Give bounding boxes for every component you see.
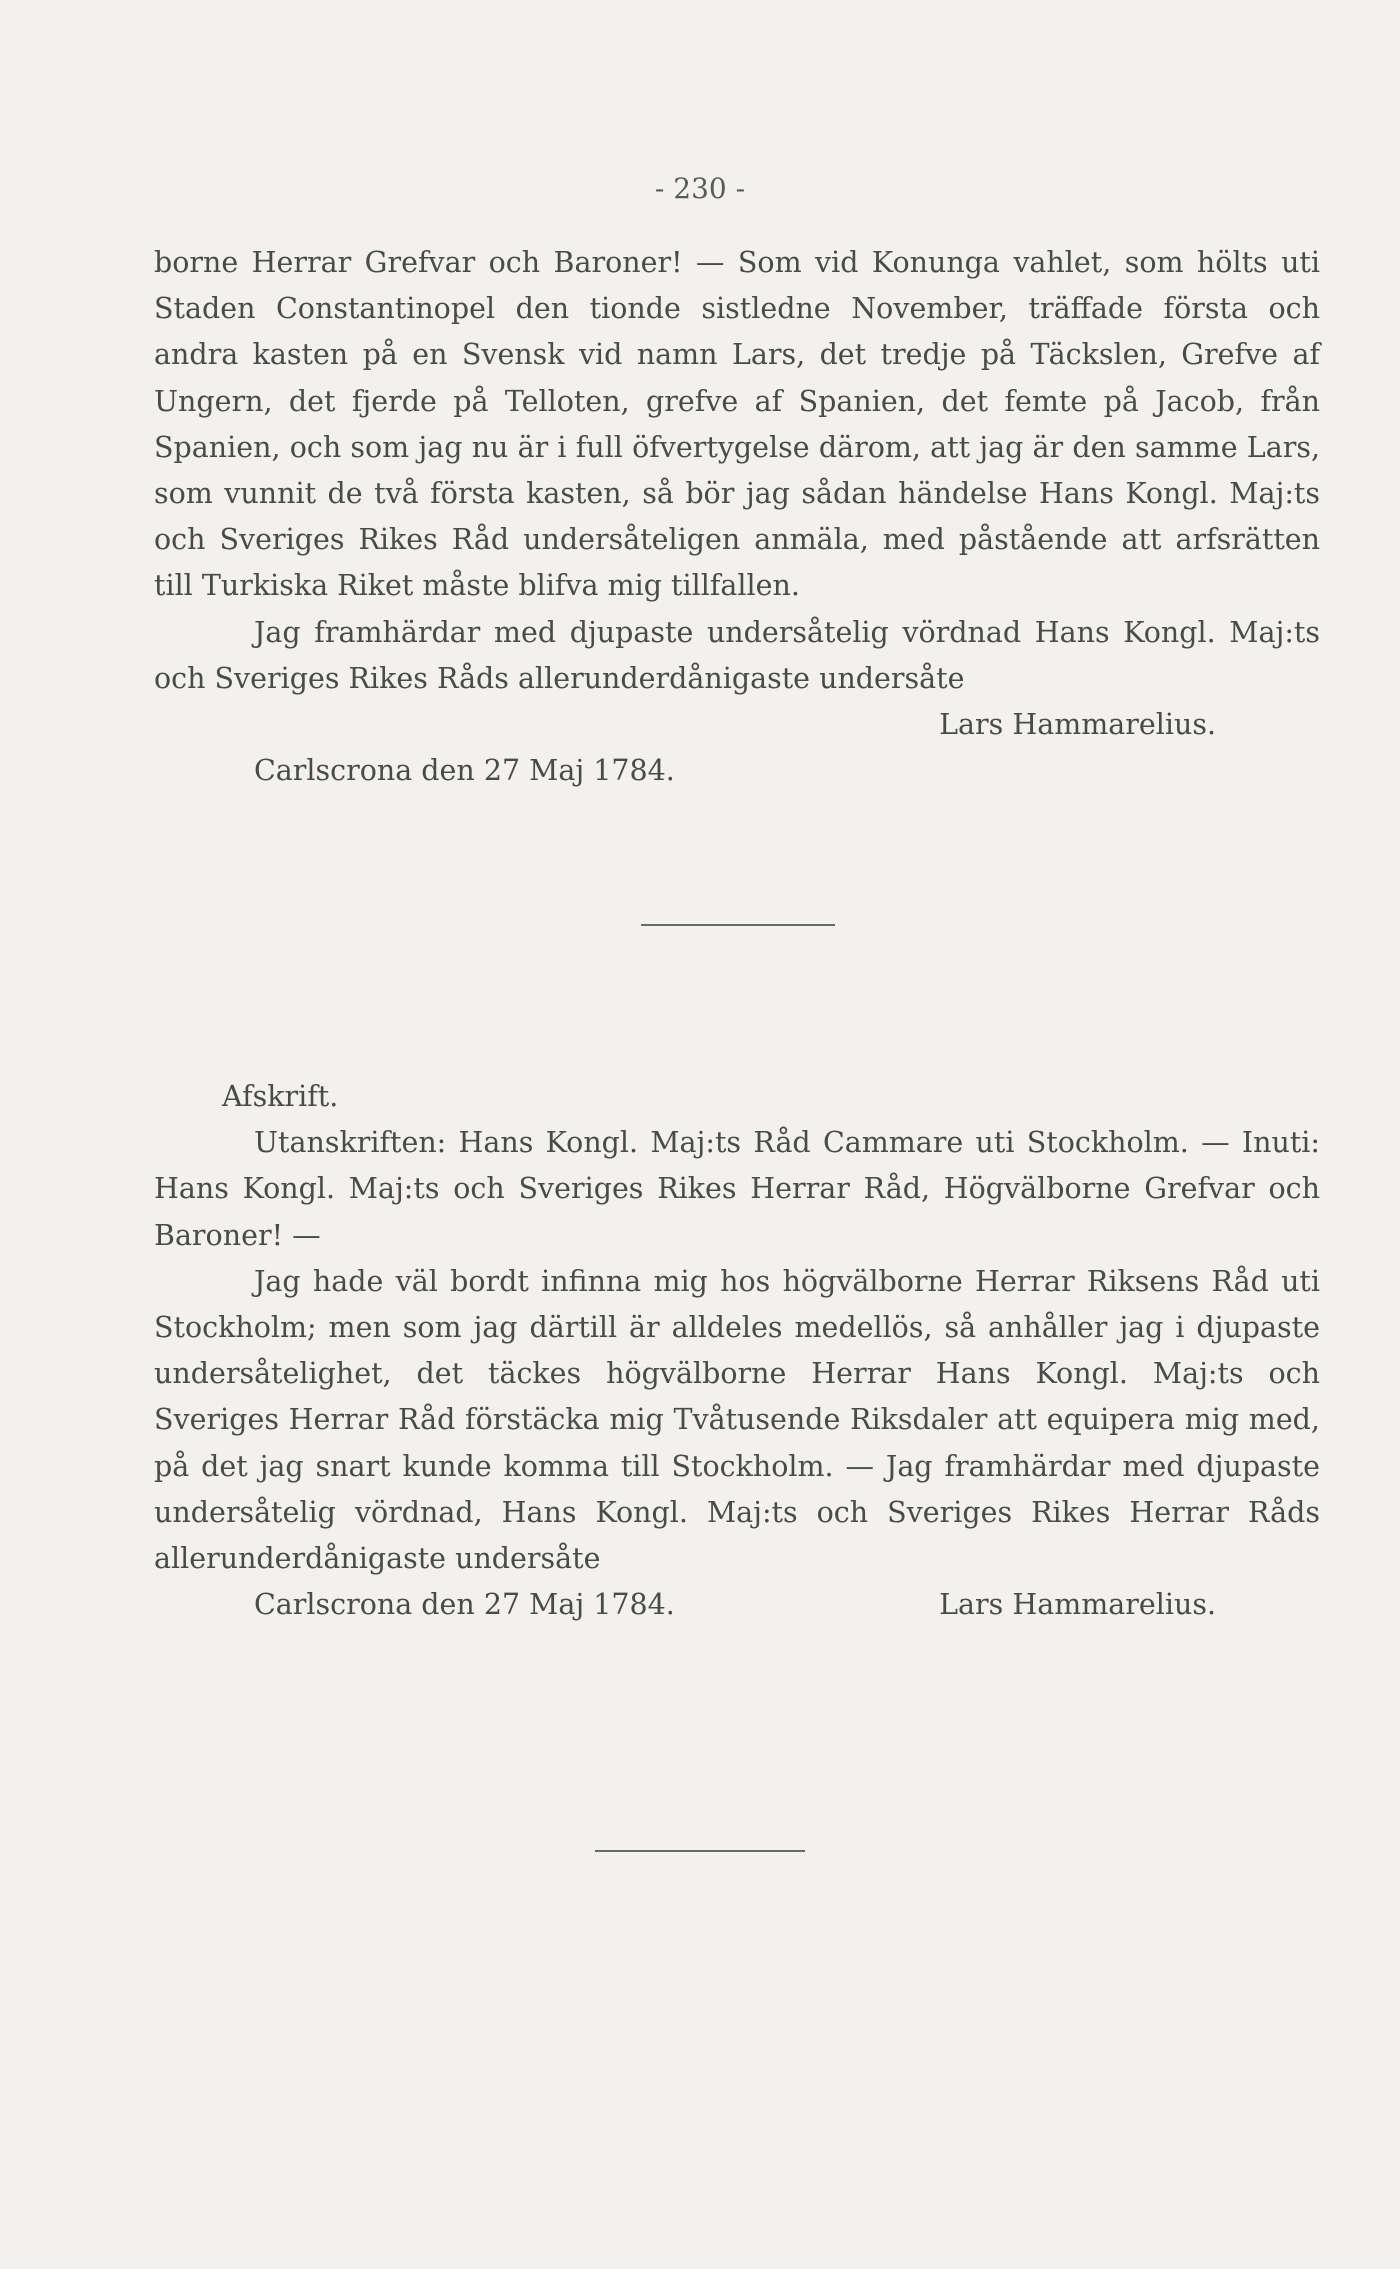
letter-2-heading: Afskrift.: [222, 1080, 339, 1113]
letter-2: [154, 1074, 1320, 1628]
section-divider: [641, 924, 835, 926]
letter-2-address: Utanskriften: Hans Kongl. Maj:ts Råd Cammare uti Stockholm. — Inuti: Hans Kongl. Maj:ts och Sveriges Rikes Herrar Råd, Högvälborne Grefvar och Baroner! —: [154, 1126, 1320, 1252]
letter-1-body: borne Herrar Grefvar och Baroner! — Som vid Konunga vahlet, som hölts uti Staden Constantinopel den tionde sistledne November, träffade första och andra kasten på en Svensk vid namn Lars, det tredje på Täckslen, Grefve af Ungern, det fjerde på Telloten, grefve af Spanien, det femte på Jacob, från Spanien, och som jag nu är i full öfvertygelse därom, att jag är den samme Lars, som vunnit de två första kasten, så bör jag sådan händelse Hans Kongl. Maj:ts och Sveriges Rikes Råd undersåteligen anmäla, med påstående att arfsrätten till Turkiska Riket måste blifva mig tillfallen.: [154, 246, 1320, 603]
letter-2-dateline: Carlscrona den 27 Maj 1784.: [254, 1588, 675, 1622]
letter-1-signature: Lars Hammarelius.: [939, 708, 1216, 742]
letter-1-dateline: Carlscrona den 27 Maj 1784.: [254, 754, 675, 788]
letter-1: [154, 240, 1320, 794]
letter-2-footer: [154, 1582, 1320, 1628]
letter-1-closing: Jag framhärdar med djupaste undersåtelig vördnad Hans Kongl. Maj:ts och Sveriges Rikes Råds allerunderdånigaste undersåte: [154, 615, 1320, 695]
letter-2-body: Jag hade väl bordt infinna mig hos högvälborne Herrar Riksens Råd uti Stockholm; men som jag därtill är alldeles medellös, så anhåller jag i djupaste undersåtelighet, det täckes högvälborne Herrar Hans Kongl. Maj:ts och Sveriges Herrar Råd förstäcka mig Tvåtusende Riksdaler att equipera mig med, på det jag snart kunde komma till Stockholm. — Jag framhärdar med djupaste undersåtelig vördnad, Hans Kongl. Maj:ts och Sveriges Rikes Herrar Råds allerunderdånigaste undersåte: [154, 1264, 1320, 1576]
end-divider: [595, 1850, 805, 1852]
page-number: - 230 -: [654, 172, 746, 205]
letter-2-signature: Lars Hammarelius.: [939, 1588, 1216, 1622]
